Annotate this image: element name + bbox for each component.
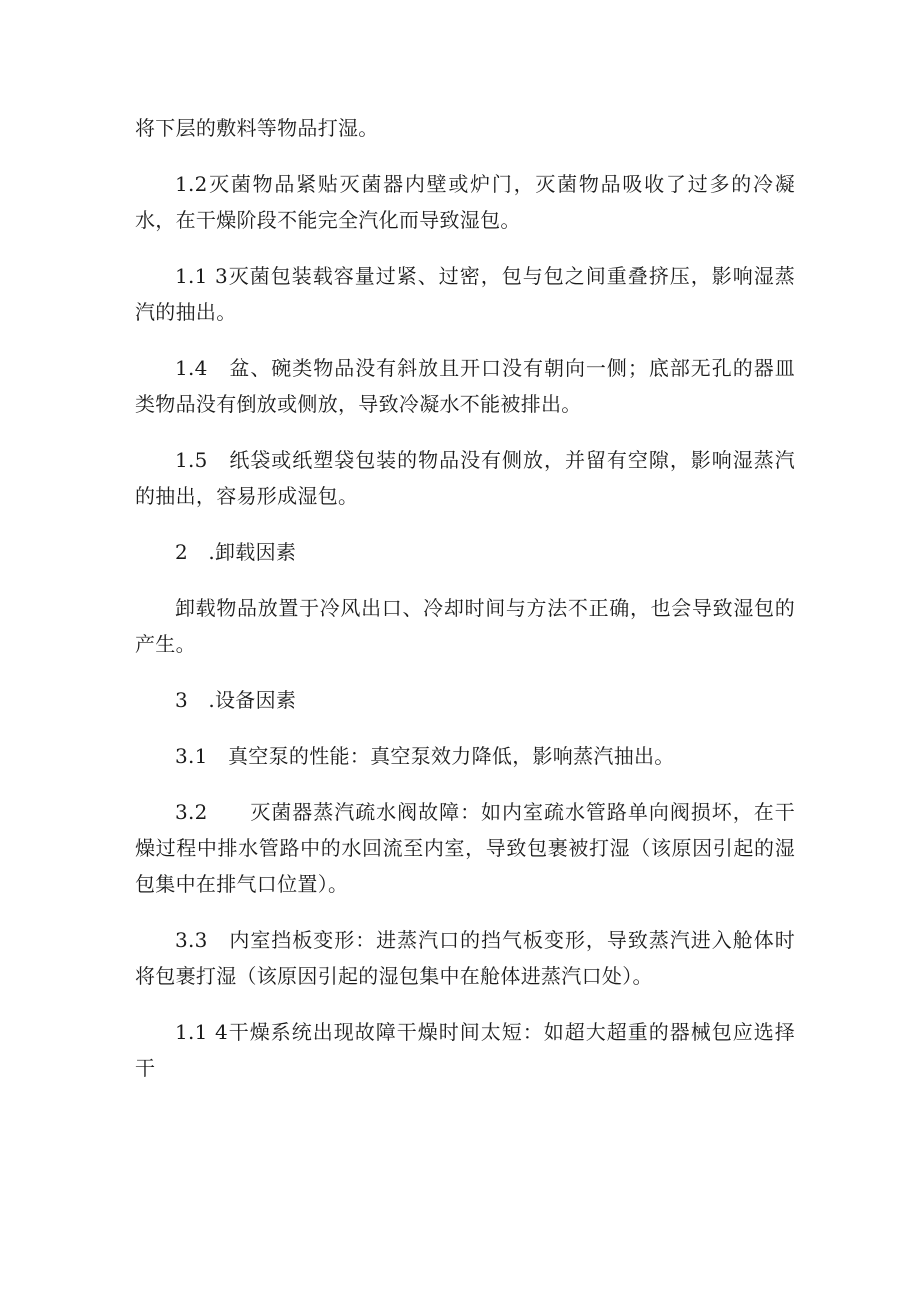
paragraph-10: 3.2 灭菌器蒸汽疏水阀故障：如内室疏水管路单向阀损坏，在干燥过程中排水管路中的水回流至内室，导致包裹被打湿（该原因引起的湿包集中在排气口位置）。 (135, 800, 795, 896)
section-heading-unloading: 2 .卸载因素 (175, 540, 297, 564)
section-heading-equipment: 3 .设备因素 (175, 688, 297, 712)
paragraph-7: 卸载物品放置于冷风出口、冷却时间与方法不正确，也会导致湿包的产生。 (135, 596, 795, 656)
paragraph-1: 将下层的敷料等物品打湿。 (135, 116, 379, 140)
paragraph-5: 1.5 纸袋或纸塑袋包装的物品没有侧放，并留有空隙，影响湿蒸汽的抽出，容易形成湿包。 (135, 448, 795, 508)
paragraph-3: 1.1 3灭菌包装载容量过紧、过密，包与包之间重叠挤压，影响湿蒸汽的抽出。 (135, 264, 795, 324)
paragraph-12: 1.1 4干燥系统出现故障干燥时间太短：如超大超重的器械包应选择干 (135, 1020, 795, 1080)
paragraph-4: 1.4 盆、碗类物品没有斜放且开口没有朝向一侧；底部无孔的器皿类物品没有倒放或侧放，导致冷凝水不能被排出。 (135, 356, 795, 416)
paragraph-2: 1.2灭菌物品紧贴灭菌器内壁或炉门，灭菌物品吸收了过多的冷凝水，在干燥阶段不能完全汽化而导致湿包。 (135, 172, 795, 232)
document-body (135, 110, 795, 1106)
paragraph-9: 3.1 真空泵的性能：真空泵效力降低，影响蒸汽抽出。 (175, 744, 675, 768)
paragraph-11: 3.3 内室挡板变形：进蒸汽口的挡气板变形，导致蒸汽进入舱体时将包裹打湿（该原因引起的湿包集中在舱体进蒸汽口处）。 (135, 928, 795, 988)
